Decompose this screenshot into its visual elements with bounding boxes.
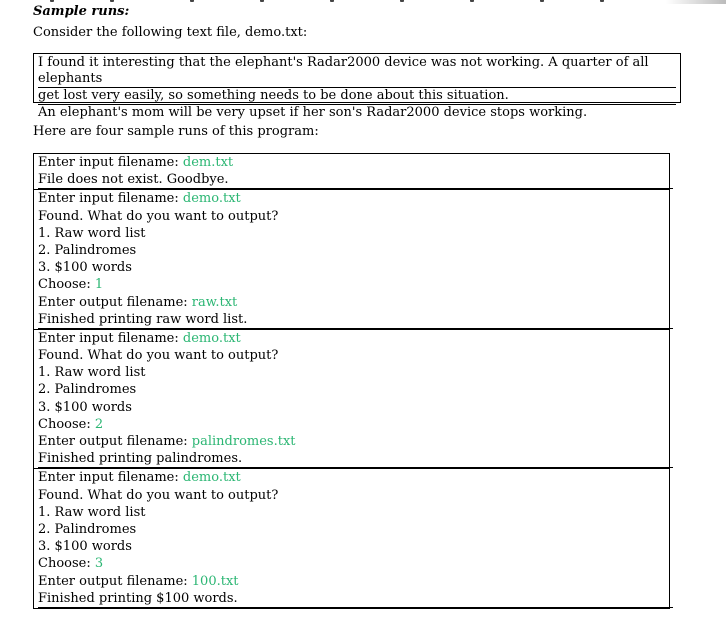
console-prompt: Enter input filename: bbox=[38, 155, 183, 170]
console-line bbox=[38, 330, 669, 347]
console-line bbox=[38, 259, 669, 276]
console-prompt: Choose: bbox=[38, 277, 95, 293]
console-line bbox=[38, 399, 669, 416]
sample-run bbox=[34, 468, 669, 608]
console-prompt: Enter output filename: bbox=[38, 573, 192, 589]
console-line bbox=[38, 311, 673, 329]
console-line bbox=[38, 433, 669, 450]
console-line bbox=[38, 294, 669, 311]
console-line bbox=[38, 381, 669, 398]
user-input: demo.txt bbox=[182, 470, 241, 486]
console-line bbox=[38, 521, 669, 538]
console-line bbox=[38, 154, 669, 171]
console-prompt: Choose: bbox=[38, 416, 95, 432]
console-prompt: Choose: bbox=[38, 556, 95, 572]
console-prompt: 3. $100 words bbox=[38, 399, 132, 415]
console-prompt: Found. What do you want to output? bbox=[38, 208, 279, 224]
console-line bbox=[38, 573, 669, 590]
user-input: demo.txt bbox=[182, 330, 241, 346]
console-line bbox=[38, 538, 669, 555]
section-heading: Sample runs: bbox=[33, 4, 130, 19]
console-line bbox=[38, 364, 669, 381]
console-prompt: Finished printing raw word list. bbox=[38, 311, 248, 327]
console-prompt: Enter input filename: bbox=[38, 330, 183, 346]
sample-run bbox=[34, 189, 669, 329]
console-prompt: 3. $100 words bbox=[38, 539, 132, 555]
user-input: raw.txt bbox=[191, 294, 238, 310]
console-prompt: 1. Raw word list bbox=[38, 225, 146, 241]
console-line bbox=[38, 276, 669, 293]
file-line: An elephant's mom will be very upset if her son's Radar2000 device stops working. bbox=[38, 105, 588, 120]
console-line bbox=[38, 416, 669, 433]
console-prompt: Found. What do you want to output? bbox=[38, 348, 279, 364]
console-line bbox=[38, 347, 669, 364]
user-input: 1 bbox=[94, 277, 104, 293]
user-input: palindromes.txt bbox=[191, 434, 296, 449]
user-input: 3 bbox=[94, 556, 104, 572]
console-prompt: 2. Palindromes bbox=[38, 521, 137, 537]
console-prompt: Finished printing palindromes. bbox=[38, 451, 243, 467]
console-prompt: Enter input filename: bbox=[38, 470, 183, 486]
console-prompt: 2. Palindromes bbox=[38, 242, 137, 258]
console-line bbox=[38, 555, 669, 572]
console-prompt: 1. Raw word list bbox=[38, 504, 146, 520]
console-line bbox=[38, 504, 669, 521]
console-prompt: Enter output filename: bbox=[38, 434, 192, 449]
user-input: 100.txt bbox=[191, 573, 239, 589]
console-prompt: Found. What do you want to output? bbox=[38, 487, 279, 503]
console-prompt: Finished printing $100 words. bbox=[38, 590, 238, 606]
consider-text: Consider the following text file, demo.txt: bbox=[33, 25, 308, 40]
console-prompt: 1. Raw word list bbox=[38, 365, 146, 381]
console-line bbox=[38, 469, 669, 486]
sample-run bbox=[34, 329, 669, 469]
intro-text: Here are four sample runs of this program: bbox=[33, 124, 319, 139]
console-prompt: 3. $100 words bbox=[38, 260, 132, 276]
console-line bbox=[38, 242, 669, 259]
user-input: dem.txt bbox=[182, 155, 234, 170]
console-line bbox=[38, 171, 673, 189]
console-prompt: Enter output filename: bbox=[38, 294, 192, 310]
user-input: 2 bbox=[94, 416, 104, 432]
file-line: get lost very easily, so something needs to be done about this situation. bbox=[38, 88, 676, 105]
console-line bbox=[38, 487, 669, 504]
console-prompt: File does not exist. Goodbye. bbox=[38, 172, 229, 188]
sample-runs-table bbox=[33, 153, 670, 609]
console-prompt: Enter input filename: bbox=[38, 191, 183, 207]
console-line bbox=[38, 590, 673, 608]
console-prompt: 2. Palindromes bbox=[38, 382, 137, 398]
user-input: demo.txt bbox=[182, 191, 241, 207]
console-line bbox=[38, 225, 669, 242]
sample-run bbox=[34, 154, 669, 189]
console-line bbox=[38, 190, 669, 207]
console-line bbox=[38, 208, 669, 225]
demo-file-contents bbox=[33, 53, 681, 120]
file-line: I found it interesting that the elephant's Radar2000 device was not working. A quarter of all elephants bbox=[38, 55, 676, 88]
console-line bbox=[38, 450, 673, 468]
